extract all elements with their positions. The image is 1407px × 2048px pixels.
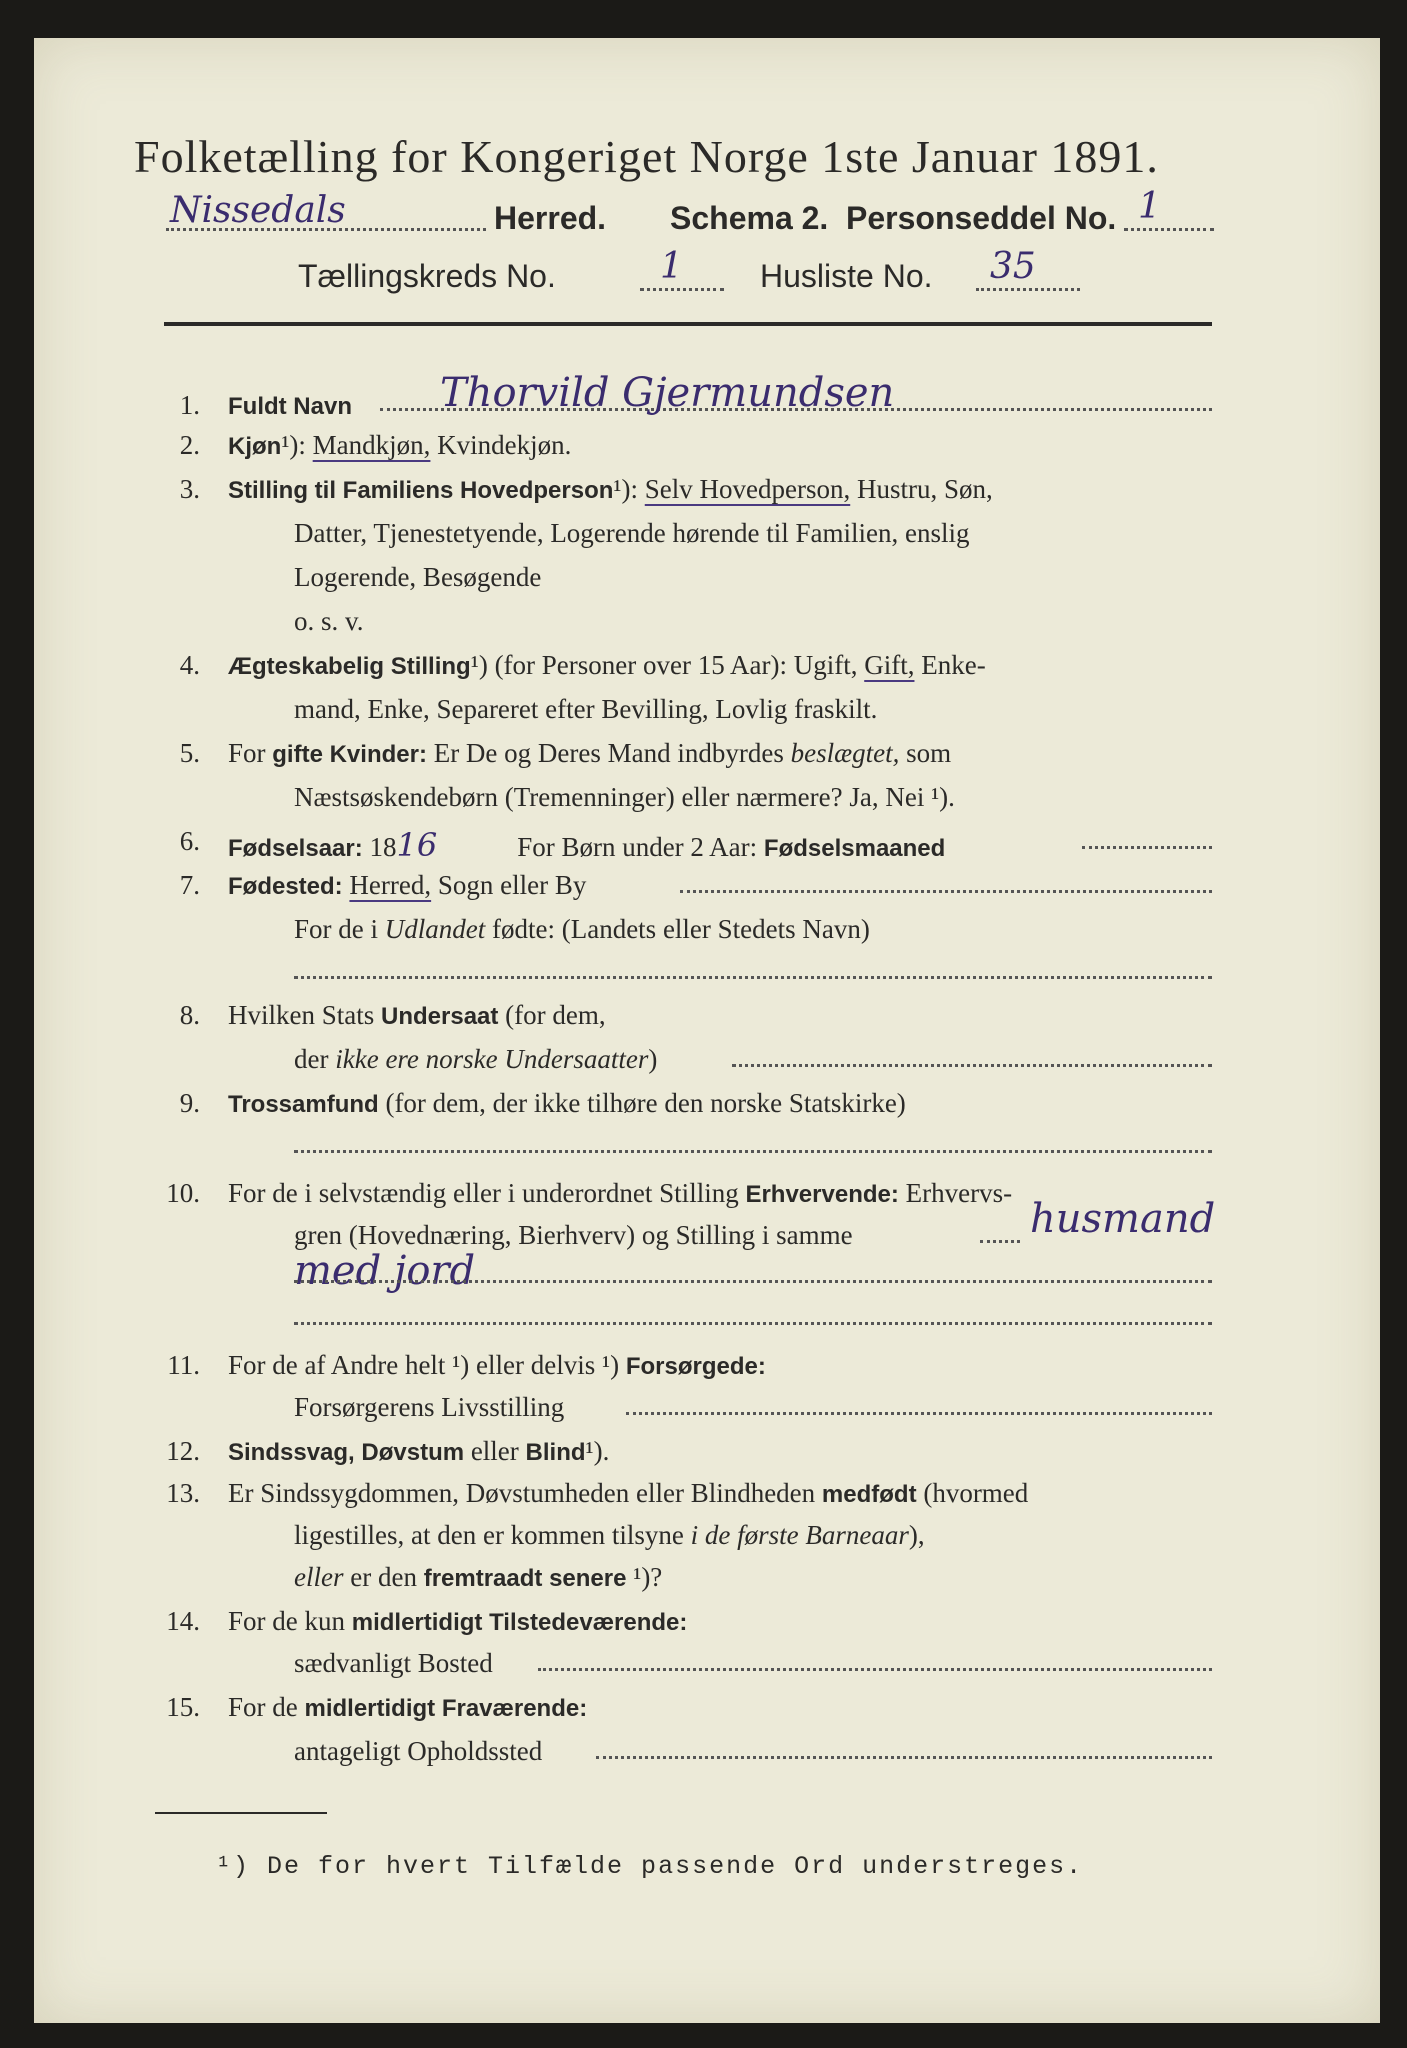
header-rule	[164, 322, 1212, 326]
item-15-prefix: For de	[228, 1692, 298, 1722]
item-10-row	[228, 1178, 1012, 1209]
item-10-text: Erhvervs-	[905, 1178, 1013, 1208]
marital-status-options-cont: Enke-	[921, 650, 986, 680]
occupation-handwritten-1: husmand	[1030, 1196, 1216, 1242]
schema-label: Schema 2.	[670, 200, 829, 236]
provider-line	[626, 1412, 1212, 1415]
item-13-text: (hvormed	[923, 1478, 1029, 1508]
usual-residence-line	[538, 1668, 1212, 1671]
item-5-italic: beslægtet,	[790, 738, 900, 768]
footnote-rule	[155, 1812, 327, 1814]
item-7-italic: Udlandet	[384, 914, 486, 944]
item-8-paren: )	[648, 1044, 658, 1074]
item-12-text: eller	[470, 1436, 519, 1466]
item-13-text-2: ligestilles, at den er kommen tilsyne	[294, 1520, 684, 1550]
occupation-label: Erhvervende:	[745, 1181, 899, 1208]
herred-dotted-line	[166, 228, 486, 231]
item-number: 11.	[167, 1350, 200, 1380]
item-7-text-end: fødte: (Landets eller Stedets Navn)	[492, 914, 870, 944]
sex-option-female: Kvindekjøn.	[437, 430, 572, 460]
birth-year-label: Fødselsaar:	[228, 835, 363, 862]
item-14-row	[228, 1606, 687, 1637]
footnote-mark: ¹):	[281, 430, 306, 460]
item-13-prefix: Er Sindssygdommen, Døvstumheden eller Blindheden	[228, 1478, 816, 1508]
item-15-row	[228, 1692, 587, 1723]
item-7-line-2	[294, 914, 870, 945]
birthplace-options: Sogn eller By	[437, 870, 587, 900]
item-3-row	[228, 474, 993, 505]
kreds-handwritten: 1	[660, 246, 683, 287]
item-number: 8.	[179, 1000, 200, 1030]
item-7-row	[228, 870, 586, 901]
form-title: Folketælling for Kongeriget Norge 1ste Januar 1891.	[134, 131, 1159, 182]
item-3-line-4: o. s. v.	[294, 606, 364, 636]
religion-label: Trossamfund	[228, 1091, 379, 1118]
item-14-prefix: For de kun	[228, 1606, 345, 1636]
occupation-handwritten-2: med jord	[294, 1248, 476, 1294]
personseddel-handwritten: 1	[1138, 186, 1161, 227]
item-11-prefix: For de af Andre helt ¹) eller delvis ¹)	[228, 1350, 620, 1380]
full-name-handwritten: Thorvild Gjermundsen	[440, 370, 895, 416]
item-number: 7.	[179, 870, 200, 900]
item-8-italic: ikke ere norske Undersaatter	[335, 1044, 649, 1074]
footnote: ¹) De for hvert Tilfælde passende Ord understreges.	[216, 1852, 1084, 1881]
birth-month-label: Fødselsmaaned	[763, 835, 946, 862]
foreign-birthplace-line	[294, 976, 1212, 979]
item-1-row	[228, 390, 352, 421]
dependents-label: Forsørgede:	[625, 1353, 766, 1380]
sex-label: Kjøn	[228, 433, 282, 460]
item-13-row	[228, 1478, 1028, 1509]
birth-year-handwritten: 16	[396, 826, 438, 864]
occupation-line-2	[294, 1280, 1212, 1283]
item-12-row	[228, 1436, 609, 1467]
item-15-line-2: antageligt Opholdssted	[294, 1736, 543, 1766]
birthplace-selected: Herred,	[349, 870, 432, 900]
item-6-row	[228, 826, 945, 864]
family-position-selected: Selv Hovedperson,	[644, 474, 851, 504]
citizenship-line	[732, 1064, 1212, 1067]
husliste-label: Husliste No.	[760, 258, 933, 294]
personseddel-label: Personseddel No.	[846, 200, 1117, 236]
footnote-mark: ¹)	[470, 650, 488, 680]
item-5-text: Er De og Deres Mand indbyrdes	[433, 738, 784, 768]
birthplace-label: Fødested:	[228, 873, 343, 900]
temporary-present-label: midlertidigt Tilstedeværende:	[351, 1609, 688, 1636]
item-number: 15.	[166, 1692, 200, 1722]
item-number: 12.	[166, 1436, 200, 1466]
item-8-text: (for dem,	[505, 1000, 606, 1030]
item-8-line-2	[294, 1044, 657, 1075]
item-13-line-2	[294, 1520, 925, 1551]
item-9-text: (for dem, der ikke tilhøre den norske Statskirke)	[385, 1088, 906, 1118]
footnote-mark: ¹):	[613, 474, 638, 504]
husliste-dotted-line	[976, 288, 1080, 291]
item-4-row	[228, 650, 986, 681]
item-11-line-2: Forsørgerens Livsstilling	[294, 1392, 565, 1422]
item-5-line-2: Næstsøskendebørn (Tremenninger) eller nærmere? Ja, Nei ¹).	[294, 782, 955, 812]
kreds-label: Tællingskreds No.	[298, 258, 556, 294]
congenital-label: medfødt	[821, 1481, 917, 1508]
personseddel-dotted-line	[1124, 228, 1214, 231]
item-14-line-2: sædvanligt Bosted	[294, 1648, 493, 1678]
birth-year-prefix: 18	[369, 832, 397, 862]
item-number: 1.	[179, 390, 200, 420]
item-4-line-2: mand, Enke, Separeret efter Bevilling, Lovlig fraskilt.	[294, 694, 878, 724]
sex-option-male: Mandkjøn,	[312, 430, 431, 460]
blind-label: Blind	[525, 1439, 586, 1466]
husliste-handwritten: 35	[990, 246, 1036, 287]
marital-status-options: (for Personer over 15 Aar): Ugift,	[494, 650, 858, 680]
herred-label: Herred.	[494, 200, 607, 236]
marital-status-selected: Gift,	[864, 650, 915, 680]
disability-label: Sindssvag, Døvstum	[228, 1439, 465, 1466]
item-8-row	[228, 1000, 606, 1031]
married-women-label: gifte Kvinder:	[272, 741, 427, 768]
item-13-text-end: ),	[908, 1520, 925, 1550]
item-3-line-2: Datter, Tjenestetyende, Logerende hørende til Familien, enslig	[294, 518, 970, 548]
item-10-prefix: For de i selvstændig eller i underordnet Stilling	[228, 1178, 739, 1208]
item-number: 10.	[166, 1178, 200, 1208]
item-5-text-end: som	[906, 738, 952, 768]
item-number: 9.	[179, 1088, 200, 1118]
herred-handwritten: Nissedals	[170, 190, 346, 231]
item-number: 14.	[166, 1606, 200, 1636]
item-10-line-2: gren (Hovednæring, Bierhverv) og Stilling i samme	[294, 1220, 853, 1250]
later-onset-label: fremtraadt senere	[423, 1565, 627, 1592]
footnote-mark: ¹)?	[633, 1562, 663, 1592]
item-number: 6.	[179, 826, 200, 856]
item-11-row	[228, 1350, 766, 1381]
item-7-text: For de i	[294, 914, 378, 944]
item-6-text: For Børn under 2 Aar:	[517, 832, 758, 862]
birth-month-line	[1082, 846, 1212, 849]
item-8-prefix: Hvilken Stats	[228, 1000, 375, 1030]
item-3-line-3: Logerende, Besøgende	[294, 562, 542, 592]
item-8-text-2: der	[294, 1044, 329, 1074]
temporary-absent-label: midlertidigt Fraværende:	[304, 1695, 588, 1722]
item-13-italic-2: eller	[294, 1562, 344, 1592]
item-13-line-3	[294, 1562, 662, 1593]
birthplace-line	[680, 890, 1212, 893]
item-number: 4.	[179, 650, 200, 680]
full-name-label: Fuldt Navn	[228, 393, 352, 420]
item-number: 2.	[179, 430, 200, 460]
item-13-text-3: er den	[350, 1562, 417, 1592]
item-number: 13.	[166, 1478, 200, 1508]
religion-line	[294, 1150, 1212, 1153]
item-13-italic: i de første Barneaar	[690, 1520, 909, 1550]
citizenship-label: Undersaat	[381, 1003, 499, 1030]
item-5-prefix: For	[228, 738, 266, 768]
footnote-mark: ¹).	[585, 1436, 610, 1466]
item-9-row	[228, 1088, 906, 1119]
kreds-dotted-line	[640, 288, 724, 291]
occupation-line-1	[980, 1240, 1020, 1243]
probable-residence-line	[596, 1756, 1212, 1759]
marital-status-label: Ægteskabelig Stilling	[228, 653, 471, 680]
item-5-row	[228, 738, 951, 769]
family-position-options: Hustru, Søn,	[856, 474, 993, 504]
occupation-line-3	[294, 1322, 1212, 1325]
family-position-label: Stilling til Familiens Hovedperson	[228, 477, 614, 504]
item-number: 5.	[179, 738, 200, 768]
item-number: 3.	[179, 474, 200, 504]
item-2-row	[228, 430, 571, 461]
